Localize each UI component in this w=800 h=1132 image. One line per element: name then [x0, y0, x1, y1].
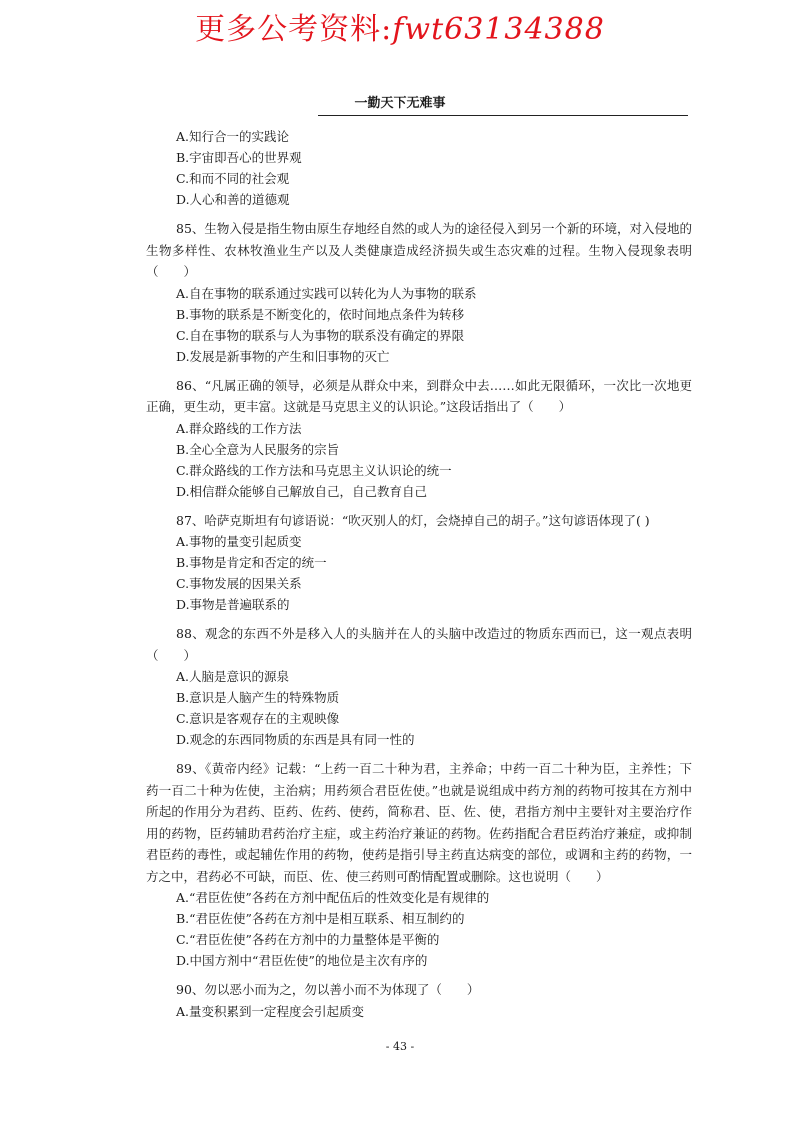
question-text: 87、哈萨克斯坦有句谚语说：“吹灭别人的灯，会烧掉自己的胡子。”这句谚语体现了( ) — [176, 512, 650, 528]
option-item: A.群众路线的工作方法 — [176, 420, 302, 436]
question-87 — [146, 510, 692, 616]
option-item: A.自在事物的联系通过实践可以转化为人为事物的联系 — [176, 285, 477, 301]
option-item: D.事物是普遍联系的 — [176, 597, 290, 612]
option-item: B.“君臣佐使”各药在方剂中是相互联系、相互制约的 — [176, 911, 465, 926]
header-rule — [318, 115, 688, 116]
question-text: 89、《黄帝内经》记载：“上药一百二十种为君，主养命；中药一百二十种为臣，主养性；下药一百二十种为佐使，主治病；用药须合君臣佐使。”也就是说组成中药方剂的药物可按其在方剂中所起的作用分为君药、臣药、佐药、使药，简称君、臣、佐、使，君指方剂中主要针对主要治疗作用的药物，臣药辅助君药治疗主症，或主药治疗兼证的药物。佐药指配合君臣药治疗兼症，或抑制君臣药的毒性，或起辅佐作用的药物，使药是指引导主药直达病变的部位，或调和主药的药物，一方之中，君药必不可缺，而臣、佐、使三药则可酌情配置或删除。这也说明（ ） — [146, 761, 692, 884]
question-89 — [146, 758, 692, 971]
option-item: A.事物的量变引起质变 — [176, 534, 302, 549]
question-text: 88、观念的东西不外是移入人的头脑并在人的头脑中改造过的物质东西而已，这一观点表明（ ） — [146, 626, 692, 663]
option-item: D.观念的东西同物质的东西是具有同一性的 — [176, 732, 415, 747]
option-item: B.全心全意为人民服务的宗旨 — [176, 441, 340, 457]
question-text: 90、勿以恶小而为之，勿以善小而不为体现了（ ） — [176, 982, 480, 997]
option-item: A.人脑是意识的源泉 — [176, 669, 290, 684]
option-item: D.相信群众能够自己解放自己，自己教育自己 — [176, 483, 428, 499]
option-item: A.量变积累到一定程度会引起质变 — [176, 1003, 365, 1019]
option-item: B.宇宙即吾心的世界观 — [176, 150, 302, 165]
page-number: - 43 - — [385, 1040, 415, 1053]
question-88 — [146, 623, 692, 750]
question-text: 85、生物入侵是指生物由原生存地经自然的或人为的途径侵入到另一个新的环境，对入侵地的生物多样性、农林牧渔业生产以及人类健康造成经济损失或生态灾难的过程。生物入侵现象表明（ ） — [146, 221, 692, 279]
option-item: C.自在事物的联系与人为事物的联系没有确定的界限 — [176, 327, 465, 343]
option-item: B.事物的联系是不断变化的，依时间地点条件为转移 — [176, 306, 465, 322]
option-item: A.“君臣佐使”各药在方剂中配伍后的性效变化是有规律的 — [176, 890, 490, 905]
option-item: B.意识是人脑产生的特殊物质 — [176, 690, 340, 705]
option-item: C.和而不同的社会观 — [176, 171, 290, 186]
watermark-code: fwt63134388 — [392, 12, 605, 47]
top-option-list — [146, 126, 692, 210]
question-85 — [146, 218, 692, 367]
option-item: B.事物是肯定和否定的统一 — [176, 555, 327, 570]
page-header: 一勤天下无难事 — [354, 96, 446, 111]
page-content — [146, 126, 692, 1022]
option-item: C.“君臣佐使”各药在方剂中的力量整体是平衡的 — [176, 932, 440, 947]
option-item: D.中国方剂中“君臣佐使”的地位是主次有序的 — [176, 953, 428, 968]
question-90 — [146, 979, 692, 1022]
watermark-prefix: 更多公考资料: — [195, 12, 393, 47]
option-item: C.意识是客观存在的主观映像 — [176, 711, 340, 726]
question-86 — [146, 375, 692, 502]
option-item: D.人心和善的道德观 — [176, 192, 290, 207]
watermark — [0, 4, 800, 48]
option-item: C.群众路线的工作方法和马克思主义认识论的统一 — [176, 462, 452, 478]
option-item: A.知行合一的实践论 — [176, 129, 290, 144]
question-text: 86、“凡属正确的领导，必须是从群众中来，到群众中去……如此无限循环，一次比一次地更正确，更生动，更丰富。这就是马克思主义的认识论。”这段话指出了（ ） — [146, 377, 692, 414]
option-item: D.发展是新事物的产生和旧事物的灭亡 — [176, 348, 390, 364]
option-item: C.事物发展的因果关系 — [176, 576, 302, 591]
